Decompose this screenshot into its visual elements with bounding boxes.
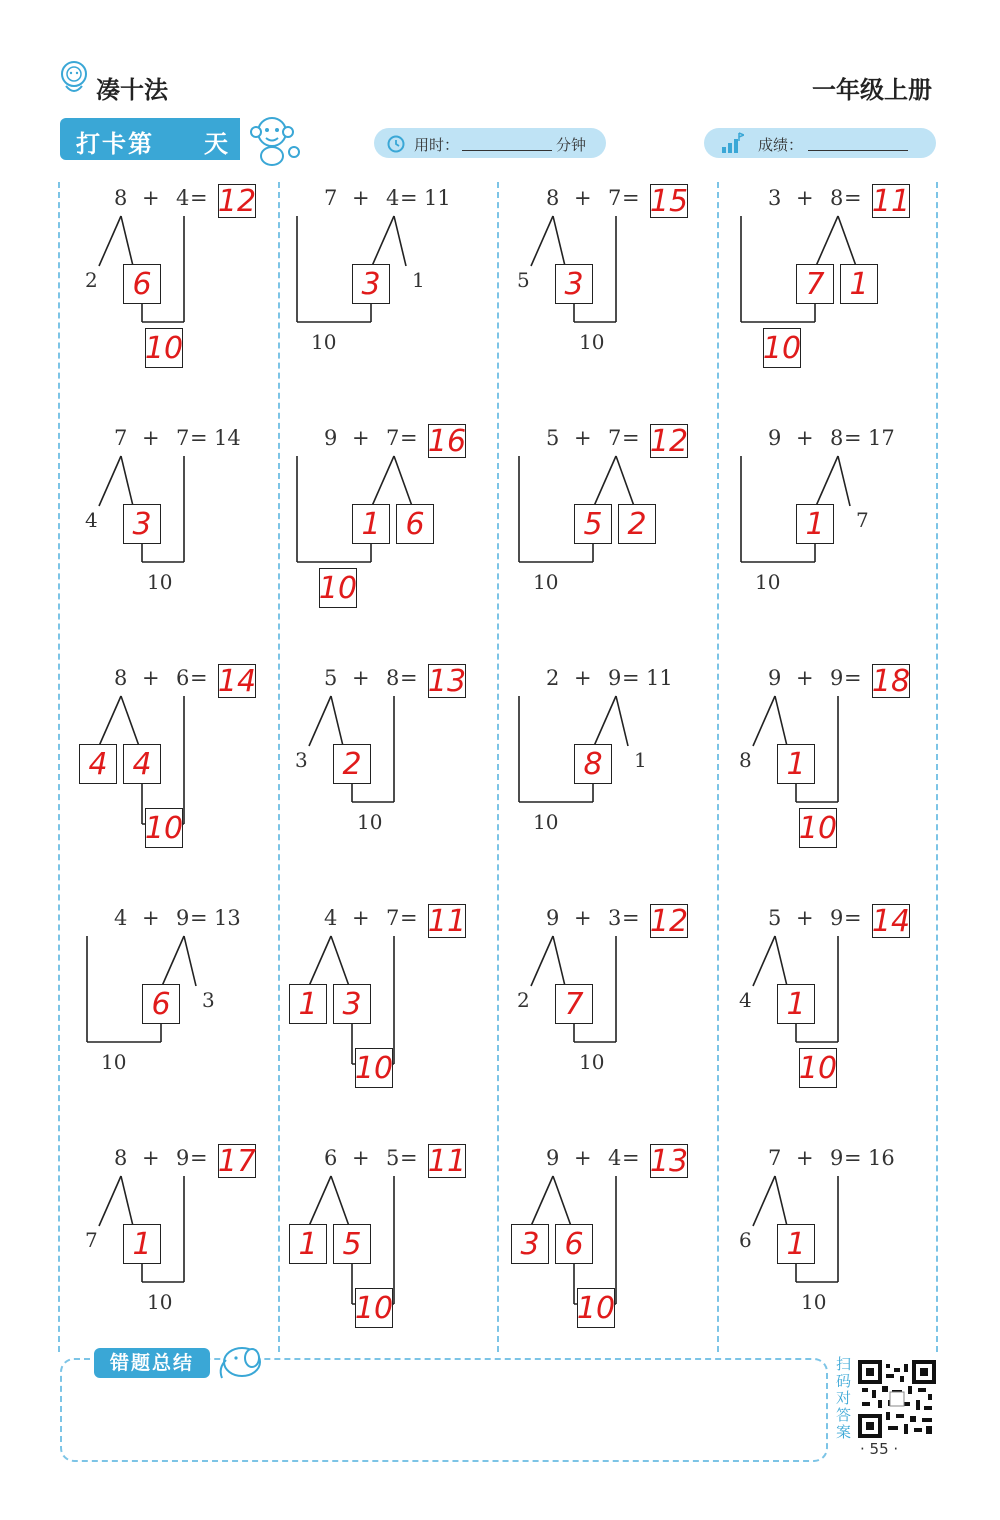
- split-box-left[interactable]: 7: [796, 264, 834, 304]
- connector-line: [372, 216, 394, 266]
- monkey-mascot-icon: [244, 112, 304, 168]
- split-number: 5: [517, 268, 530, 292]
- split-box-left[interactable]: 1: [289, 984, 327, 1024]
- column-divider: [936, 182, 938, 1352]
- result-value: 16: [868, 1146, 895, 1170]
- answer-box[interactable]: 12: [217, 183, 257, 219]
- connector-line: [594, 696, 616, 746]
- addend-b: 7: [608, 186, 622, 210]
- plus-sign: +: [796, 906, 814, 930]
- split-box-right[interactable]: 3: [333, 984, 371, 1024]
- connector-line: [309, 936, 331, 986]
- equals-sign: =: [844, 906, 862, 930]
- connector-line: [309, 1176, 331, 1226]
- addend-a: 4: [114, 906, 128, 930]
- split-box-right[interactable]: 2: [618, 504, 656, 544]
- split-box[interactable]: 1: [796, 504, 834, 544]
- connector-line: [121, 216, 133, 266]
- connector-line: [531, 1176, 553, 1226]
- plus-sign: +: [574, 666, 592, 690]
- connector-line: [372, 456, 394, 506]
- ten-box[interactable]: 10: [577, 1288, 615, 1328]
- split-number: 7: [856, 508, 869, 532]
- answer-box[interactable]: 13: [649, 1143, 689, 1179]
- connector-line: [753, 696, 775, 746]
- connector-line: [594, 456, 616, 506]
- addend-a: 8: [114, 666, 128, 690]
- split-box[interactable]: 7: [555, 984, 593, 1024]
- connector-line: [309, 696, 331, 746]
- grade-label: 一年级上册: [812, 76, 932, 104]
- equals-sign: =: [190, 1146, 208, 1170]
- split-box[interactable]: 2: [333, 744, 371, 784]
- equals-sign: =: [622, 426, 640, 450]
- result-value: 14: [214, 426, 241, 450]
- answer-box[interactable]: 11: [427, 903, 467, 939]
- split-box[interactable]: 3: [352, 264, 390, 304]
- ten-value: 10: [147, 570, 173, 594]
- addend-a: 4: [324, 906, 338, 930]
- addend-a: 2: [546, 666, 560, 690]
- ten-value: 10: [579, 1050, 605, 1074]
- split-number: 6: [739, 1228, 752, 1252]
- connector-line: [838, 456, 850, 506]
- equals-sign: =: [400, 906, 418, 930]
- plus-sign: +: [352, 426, 370, 450]
- plus-sign: +: [352, 1146, 370, 1170]
- ten-value: 10: [533, 810, 559, 834]
- connector-line: [775, 936, 787, 986]
- connector-line: [394, 456, 412, 506]
- connector-line: [553, 936, 565, 986]
- addend-b: 8: [830, 426, 844, 450]
- decomposition-lines: [0, 0, 1, 1]
- split-box[interactable]: 3: [123, 504, 161, 544]
- addend-a: 6: [324, 1146, 338, 1170]
- split-box[interactable]: 8: [574, 744, 612, 784]
- equals-sign: =: [190, 186, 208, 210]
- split-box[interactable]: 3: [555, 264, 593, 304]
- elephant-mascot-icon: [212, 1338, 268, 1382]
- mistake-summary-label: 错题总结: [94, 1348, 210, 1378]
- connector-line: [121, 1176, 133, 1226]
- lion-logo-icon: [58, 60, 90, 98]
- plus-sign: +: [142, 186, 160, 210]
- answer-box[interactable]: 14: [217, 663, 257, 699]
- column-divider: [497, 182, 499, 1352]
- addend-b: 7: [386, 426, 400, 450]
- addend-a: 9: [546, 906, 560, 930]
- equals-sign: =: [400, 426, 418, 450]
- ten-box[interactable]: 10: [355, 1288, 393, 1328]
- split-box-right[interactable]: 1: [840, 264, 878, 304]
- plus-sign: +: [574, 186, 592, 210]
- addend-b: 5: [386, 1146, 400, 1170]
- addend-a: 7: [324, 186, 338, 210]
- equals-sign: =: [400, 1146, 418, 1170]
- equals-sign: =: [190, 906, 208, 930]
- split-number: 2: [517, 988, 530, 1012]
- connector-line: [331, 1176, 349, 1226]
- plus-sign: +: [142, 1146, 160, 1170]
- split-box-left[interactable]: 3: [511, 1224, 549, 1264]
- equals-sign: =: [844, 426, 862, 450]
- answer-box[interactable]: 15: [649, 183, 689, 219]
- addend-b: 7: [608, 426, 622, 450]
- addend-b: 4: [176, 186, 190, 210]
- time-unit: 分钟: [556, 136, 587, 154]
- connector-line: [184, 936, 196, 986]
- plus-sign: +: [574, 1146, 592, 1170]
- time-field: [374, 128, 606, 158]
- answer-box[interactable]: 11: [427, 1143, 467, 1179]
- ten-box[interactable]: 10: [763, 328, 801, 368]
- ten-value: 10: [533, 570, 559, 594]
- addend-b: 4: [386, 186, 400, 210]
- equals-sign: =: [844, 186, 862, 210]
- connector-line: [162, 936, 184, 986]
- result-value: 13: [214, 906, 241, 930]
- connector-line: [531, 936, 553, 986]
- addend-b: 8: [830, 186, 844, 210]
- connector-line: [394, 216, 406, 266]
- split-box-right[interactable]: 4: [123, 744, 161, 784]
- result-value: 11: [646, 666, 673, 690]
- plus-sign: +: [796, 186, 814, 210]
- plus-sign: +: [352, 906, 370, 930]
- ten-box[interactable]: 10: [355, 1048, 393, 1088]
- split-number: 1: [412, 268, 425, 292]
- equals-sign: =: [190, 666, 208, 690]
- addend-a: 8: [114, 186, 128, 210]
- ten-value: 10: [801, 1290, 827, 1314]
- addend-b: 9: [608, 666, 622, 690]
- split-number: 4: [85, 508, 98, 532]
- split-box-left[interactable]: 1: [352, 504, 390, 544]
- answer-box[interactable]: 12: [649, 903, 689, 939]
- addend-b: 9: [830, 1146, 844, 1170]
- addend-b: 7: [386, 906, 400, 930]
- split-number: 8: [739, 748, 752, 772]
- split-box-right[interactable]: 6: [555, 1224, 593, 1264]
- plus-sign: +: [142, 426, 160, 450]
- split-number: 3: [295, 748, 308, 772]
- addend-b: 8: [386, 666, 400, 690]
- connector-line: [753, 1176, 775, 1226]
- page-title: 凑十法: [96, 76, 168, 104]
- connector-line: [816, 456, 838, 506]
- column-divider: [717, 182, 719, 1352]
- qr-code-icon[interactable]: [858, 1360, 936, 1438]
- addend-a: 7: [768, 1146, 782, 1170]
- column-divider: [278, 182, 280, 1352]
- page-number: · 55 ·: [860, 1440, 899, 1458]
- answer-box[interactable]: 16: [427, 423, 467, 459]
- bar-flag-icon: [720, 131, 744, 155]
- time-input-line[interactable]: [462, 132, 552, 151]
- answer-box[interactable]: 17: [217, 1143, 257, 1179]
- split-box-left[interactable]: 1: [289, 1224, 327, 1264]
- split-box-left[interactable]: 5: [574, 504, 612, 544]
- result-value: 11: [424, 186, 451, 210]
- split-number: 4: [739, 988, 752, 1012]
- ten-box[interactable]: 10: [145, 328, 183, 368]
- plus-sign: +: [142, 666, 160, 690]
- addend-a: 8: [546, 186, 560, 210]
- split-number: 2: [85, 268, 98, 292]
- connector-line: [99, 216, 121, 266]
- connector-line: [775, 696, 787, 746]
- score-label: 成绩：: [758, 136, 804, 154]
- addend-a: 5: [768, 906, 782, 930]
- split-box-right[interactable]: 5: [333, 1224, 371, 1264]
- qr-label: 扫码对答案: [836, 1355, 852, 1441]
- answer-box[interactable]: 13: [427, 663, 467, 699]
- addend-b: 4: [608, 1146, 622, 1170]
- equals-sign: =: [190, 426, 208, 450]
- addend-a: 9: [768, 666, 782, 690]
- addend-a: 5: [546, 426, 560, 450]
- plus-sign: +: [352, 186, 370, 210]
- addend-a: 8: [114, 1146, 128, 1170]
- plus-sign: +: [574, 906, 592, 930]
- equals-sign: =: [622, 1146, 640, 1170]
- connector-line: [816, 216, 838, 266]
- connector-line: [553, 1176, 571, 1226]
- answer-box[interactable]: 14: [871, 903, 911, 939]
- addend-a: 5: [324, 666, 338, 690]
- addend-b: 7: [176, 426, 190, 450]
- ten-value: 10: [311, 330, 337, 354]
- split-box-right[interactable]: 6: [396, 504, 434, 544]
- addend-b: 9: [176, 1146, 190, 1170]
- connector-line: [99, 456, 121, 506]
- plus-sign: +: [796, 666, 814, 690]
- equals-sign: =: [622, 666, 640, 690]
- ten-box[interactable]: 10: [799, 808, 837, 848]
- addend-a: 7: [114, 426, 128, 450]
- plus-sign: +: [796, 1146, 814, 1170]
- equals-sign: =: [844, 1146, 862, 1170]
- checkin-label: 打卡第: [76, 130, 154, 158]
- plus-sign: +: [796, 426, 814, 450]
- time-label: 用时：: [414, 136, 460, 154]
- split-number: 7: [85, 1228, 98, 1252]
- addend-b: 3: [608, 906, 622, 930]
- addend-a: 9: [546, 1146, 560, 1170]
- score-field: [704, 128, 936, 158]
- addend-a: 9: [768, 426, 782, 450]
- connector-line: [121, 696, 139, 746]
- column-divider: [58, 182, 60, 1352]
- plus-sign: +: [142, 906, 160, 930]
- equals-sign: =: [622, 186, 640, 210]
- equals-sign: =: [400, 186, 418, 210]
- answer-box[interactable]: 12: [649, 423, 689, 459]
- addend-a: 9: [324, 426, 338, 450]
- split-box[interactable]: 1: [777, 1224, 815, 1264]
- addend-a: 3: [768, 186, 782, 210]
- ten-box[interactable]: 10: [799, 1048, 837, 1088]
- connector-line: [531, 216, 553, 266]
- ten-box[interactable]: 10: [145, 808, 183, 848]
- ten-value: 10: [101, 1050, 127, 1074]
- answer-box[interactable]: 18: [871, 663, 911, 699]
- score-input-line[interactable]: [808, 132, 908, 151]
- addend-b: 9: [830, 666, 844, 690]
- ten-value: 10: [755, 570, 781, 594]
- connector-line: [331, 936, 349, 986]
- connector-line: [331, 696, 343, 746]
- split-box[interactable]: 1: [123, 1224, 161, 1264]
- checkin-day-suffix: 天: [204, 130, 228, 158]
- answer-box[interactable]: 11: [871, 183, 911, 219]
- split-box[interactable]: 1: [777, 744, 815, 784]
- equals-sign: =: [622, 906, 640, 930]
- connector-line: [99, 1176, 121, 1226]
- clock-icon: [386, 133, 406, 153]
- ten-value: 10: [357, 810, 383, 834]
- plus-sign: +: [352, 666, 370, 690]
- addend-b: 9: [830, 906, 844, 930]
- split-number: 3: [202, 988, 215, 1012]
- connector-line: [121, 456, 133, 506]
- split-number: 1: [634, 748, 647, 772]
- connector-line: [616, 696, 628, 746]
- ten-value: 10: [147, 1290, 173, 1314]
- plus-sign: +: [574, 426, 592, 450]
- addend-b: 6: [176, 666, 190, 690]
- split-box[interactable]: 6: [142, 984, 180, 1024]
- ten-box[interactable]: 10: [319, 568, 357, 608]
- connector-line: [838, 216, 856, 266]
- split-box[interactable]: 1: [777, 984, 815, 1024]
- addend-b: 9: [176, 906, 190, 930]
- connector-line: [99, 696, 121, 746]
- connector-line: [775, 1176, 787, 1226]
- connector-line: [753, 936, 775, 986]
- equals-sign: =: [400, 666, 418, 690]
- ten-value: 10: [579, 330, 605, 354]
- connector-line: [553, 216, 565, 266]
- result-value: 17: [868, 426, 895, 450]
- equals-sign: =: [844, 666, 862, 690]
- split-box-left[interactable]: 4: [79, 744, 117, 784]
- split-box[interactable]: 6: [123, 264, 161, 304]
- connector-line: [616, 456, 634, 506]
